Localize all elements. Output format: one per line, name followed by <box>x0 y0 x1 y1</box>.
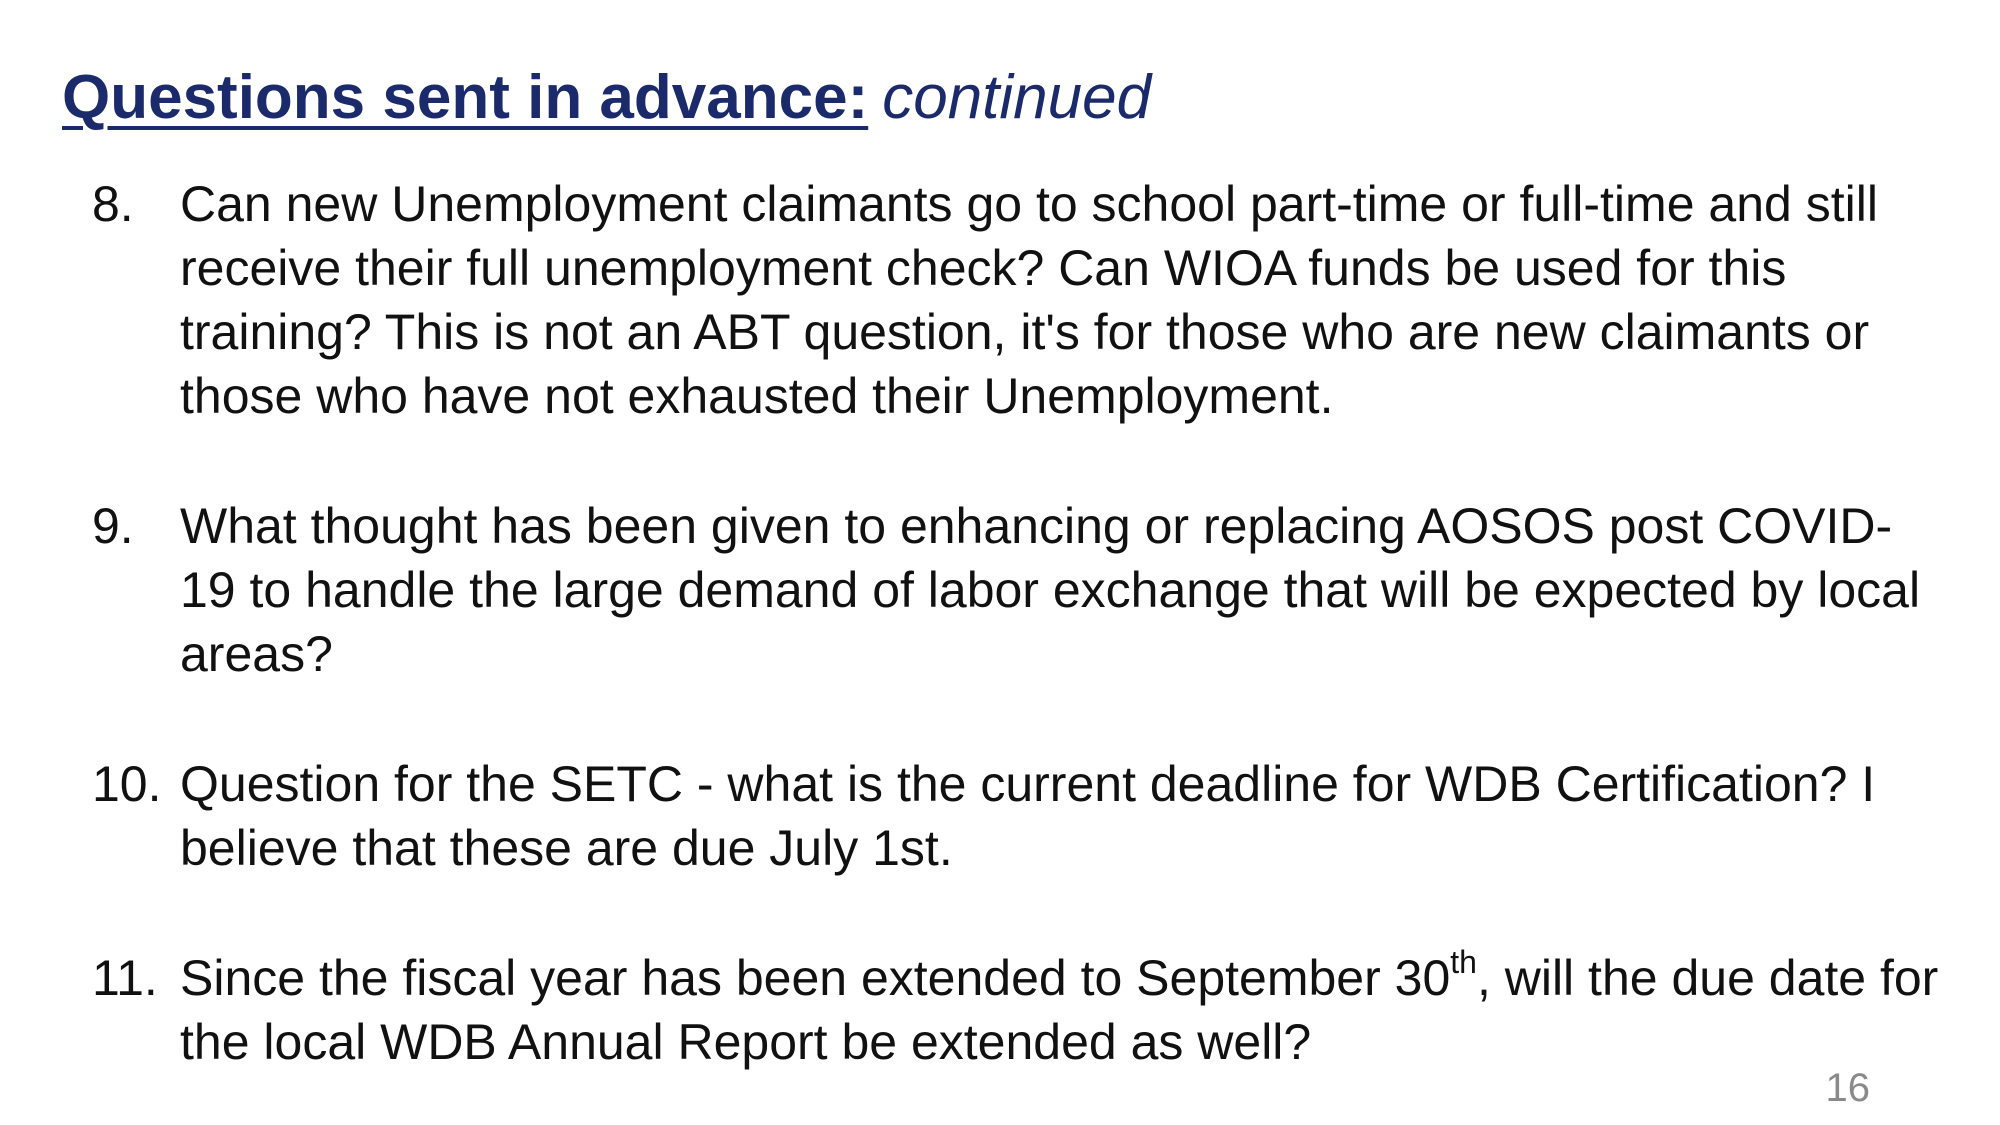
question-item-10 <box>92 752 1942 880</box>
question-text-part: Since the fiscal year has been extended to September 30 <box>180 950 1451 1006</box>
question-number: 8. <box>92 176 134 232</box>
slide-title-subtitle: continued <box>882 63 1152 132</box>
question-text: Can new Unemployment claimants go to school part-time or full-time and still receive their full unemployment check? Can WIOA funds be used for this training? This is not an ABT question, it's for those who are new claimants or those who have not exhausted their Unemployment. <box>180 176 1878 424</box>
question-text <box>180 944 1939 1070</box>
question-list <box>92 172 1942 1074</box>
question-item-9 <box>92 494 1942 686</box>
ordinal-superscript: th <box>1450 944 1477 981</box>
page-number: 16 <box>1825 1066 1870 1110</box>
slide-title <box>62 58 1151 138</box>
question-text: Question for the SETC - what is the current deadline for WDB Certification? I believe that these are due July 1st. <box>180 756 1876 876</box>
question-number: 9. <box>92 498 134 554</box>
slide-title-main: Questions sent in advance: <box>62 63 869 132</box>
question-item-8 <box>92 172 1942 428</box>
question-text: What thought has been given to enhancing or replacing AOSOS post COVID-19 to handle the large demand of labor exchange that will be expected by local areas? <box>180 498 1921 682</box>
question-item-11 <box>92 946 1942 1074</box>
question-text-part: , will the due date for the local WDB Annual Report be extended as well? <box>180 950 1939 1070</box>
question-number: 11. <box>92 950 158 1006</box>
question-number: 10. <box>92 756 162 812</box>
